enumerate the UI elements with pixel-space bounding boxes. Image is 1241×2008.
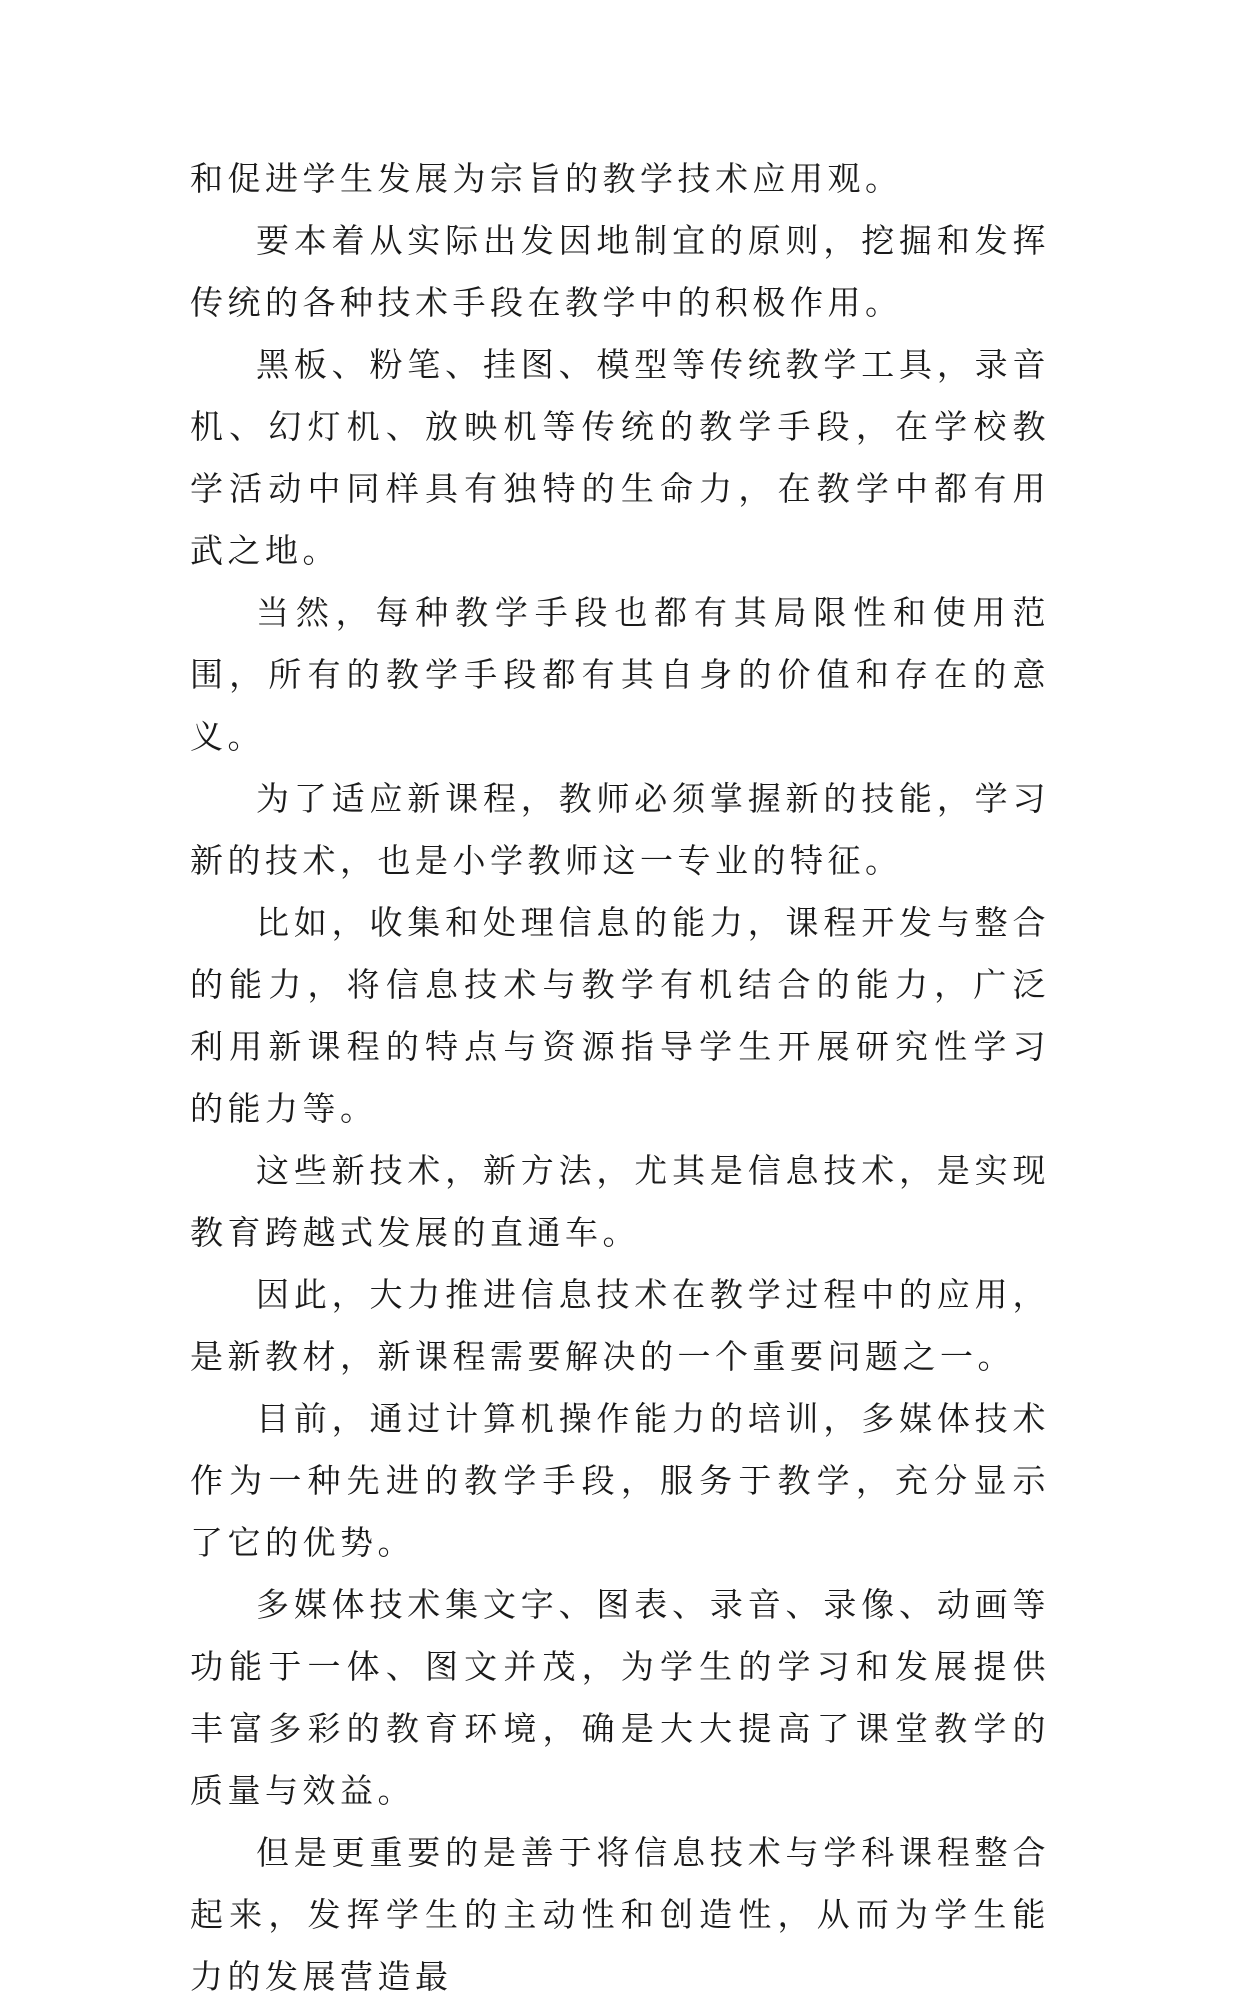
paragraph: 这些新技术，新方法，尤其是信息技术，是实现教育跨越式发展的直通车。 — [190, 1151, 1050, 1252]
paragraph: 为了适应新课程，教师必须掌握新的技能，学习新的技术，也是小学教师这一专业的特征。 — [190, 779, 1050, 880]
body-text — [190, 148, 1050, 2008]
paragraph: 比如，收集和处理信息的能力，课程开发与整合的能力，将信息技术与教学有机结合的能力，广泛利用新课程的特点与资源指导学生开展研究性学习的能力等。 — [190, 903, 1050, 1128]
paragraph: 目前，通过计算机操作能力的培训，多媒体技术作为一种先进的教学手段，服务于教学，充分显示了它的优势。 — [190, 1399, 1050, 1562]
paragraph: 因此，大力推进信息技术在教学过程中的应用，是新教材，新课程需要解决的一个重要问题之一。 — [190, 1275, 1050, 1376]
paragraph: 要本着从实际出发因地制宜的原则，挖掘和发挥传统的各种技术手段在教学中的积极作用。 — [190, 221, 1050, 322]
paragraph: 多媒体技术集文字、图表、录音、录像、动画等功能于一体、图文并茂，为学生的学习和发展提供丰富多彩的教育环境，确是大大提高了课堂教学的质量与效益。 — [190, 1585, 1050, 1810]
paragraph: 当然，每种教学手段也都有其局限性和使用范围，所有的教学手段都有其自身的价值和存在的意义。 — [190, 593, 1050, 756]
paragraph: 但是更重要的是善于将信息技术与学科课程整合起来，发挥学生的主动性和创造性，从而为学生能力的发展营造最 — [190, 1833, 1050, 1996]
paragraph: 黑板、粉笔、挂图、模型等传统教学工具，录音机、幻灯机、放映机等传统的教学手段，在学校教学活动中同样具有独特的生命力，在教学中都有用武之地。 — [190, 345, 1050, 570]
paragraph: 和促进学生发展为宗旨的教学技术应用观。 — [190, 159, 903, 198]
